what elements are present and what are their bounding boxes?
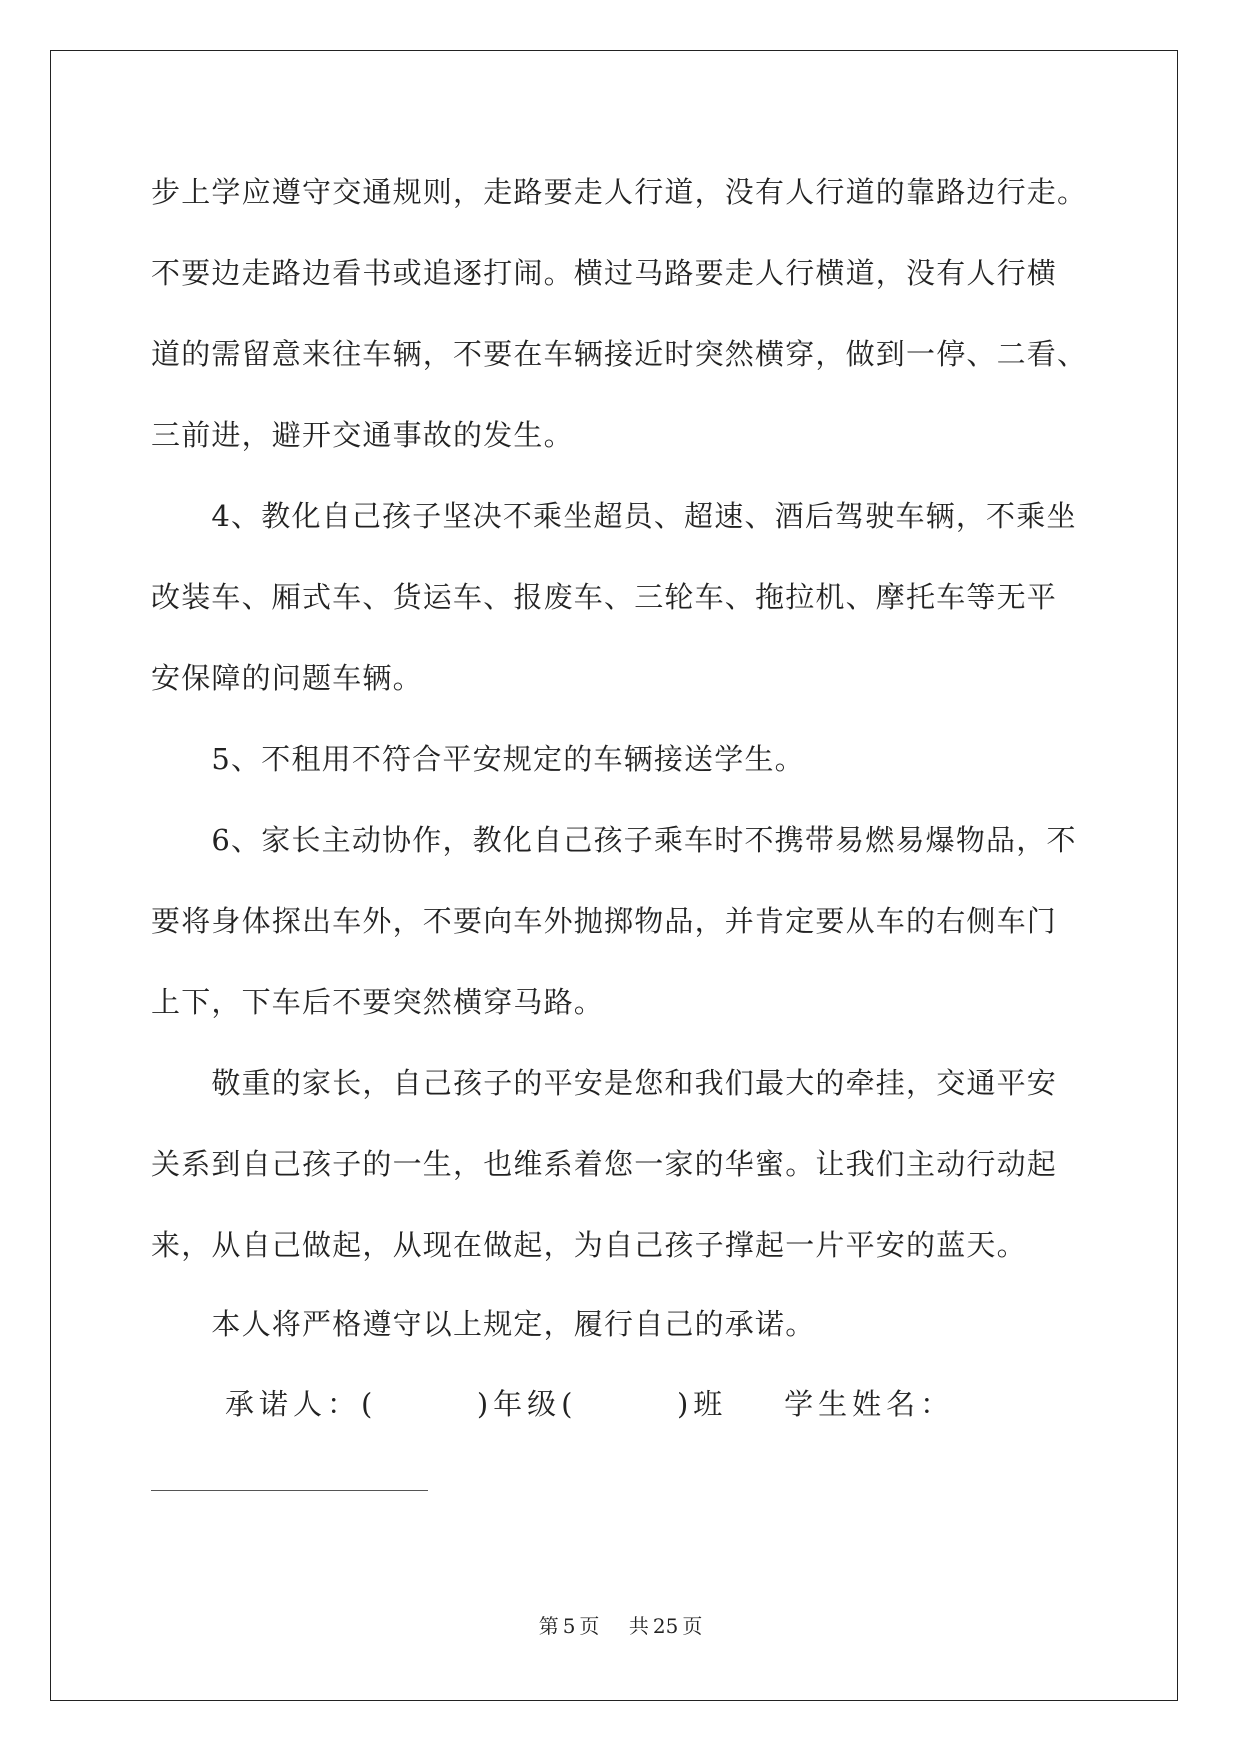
body-text-line: 要将身体探出车外，不要向车外抛掷物品，并肯定要从车的右侧车门 <box>151 904 1058 938</box>
body-text-line: 步上学应遵守交通规则，走路要走人行道，没有人行道的靠路边行走。 <box>151 175 1088 209</box>
signature-blank-underline <box>151 1490 428 1491</box>
body-text-line: 安保障的问题车辆。 <box>151 661 423 695</box>
page-footer <box>0 1613 1241 1639</box>
page-prefix: 第 <box>538 1614 559 1638</box>
page-border <box>50 50 1178 1701</box>
page-number: 5 <box>562 1614 576 1638</box>
body-text-line: 上下，下车后不要突然横穿马路。 <box>151 985 605 1019</box>
body-text-line: 关系到自己孩子的一生，也维系着您一家的华蜜。让我们主动行动起 <box>151 1147 1058 1181</box>
body-text-line: 改装车、厢式车、货运车、报废车、三轮车、拖拉机、摩托车等无平 <box>151 580 1058 614</box>
body-text-line: 本人将严格遵守以上规定，履行自己的承诺。 <box>151 1307 816 1341</box>
body-text-line: 6、家长主动协作，教化自己孩子乘车时不携带易燃易爆物品，不 <box>151 823 1077 857</box>
total-prefix: 共 <box>628 1614 649 1638</box>
body-text-line: 4、教化自己孩子坚决不乘坐超员、超速、酒后驾驶车辆，不乘坐 <box>151 499 1077 533</box>
body-text-line: 不要边走路边看书或追逐打闹。横过马路要走人行横道，没有人行横 <box>151 256 1058 290</box>
total-suffix: 页 <box>682 1614 703 1638</box>
body-text-line: 道的需留意来往车辆，不要在车辆接近时突然横穿，做到一停、二看、 <box>151 337 1088 371</box>
body-text-line: 来，从自己做起，从现在做起，为自己孩子撑起一片平安的蓝天。 <box>151 1228 1027 1262</box>
body-text-line: 敬重的家长，自己孩子的平安是您和我们最大的牵挂，交通平安 <box>151 1066 1058 1100</box>
total-pages: 25 <box>652 1614 679 1638</box>
page-suffix: 页 <box>579 1614 600 1638</box>
body-text-line: 5、不租用不符合平安规定的车辆接送学生。 <box>151 742 805 776</box>
body-text-line: 三前进，避开交通事故的发生。 <box>151 418 574 452</box>
signature-line: 承诺人：( )年级( )班 学生姓名： <box>225 1387 955 1421</box>
